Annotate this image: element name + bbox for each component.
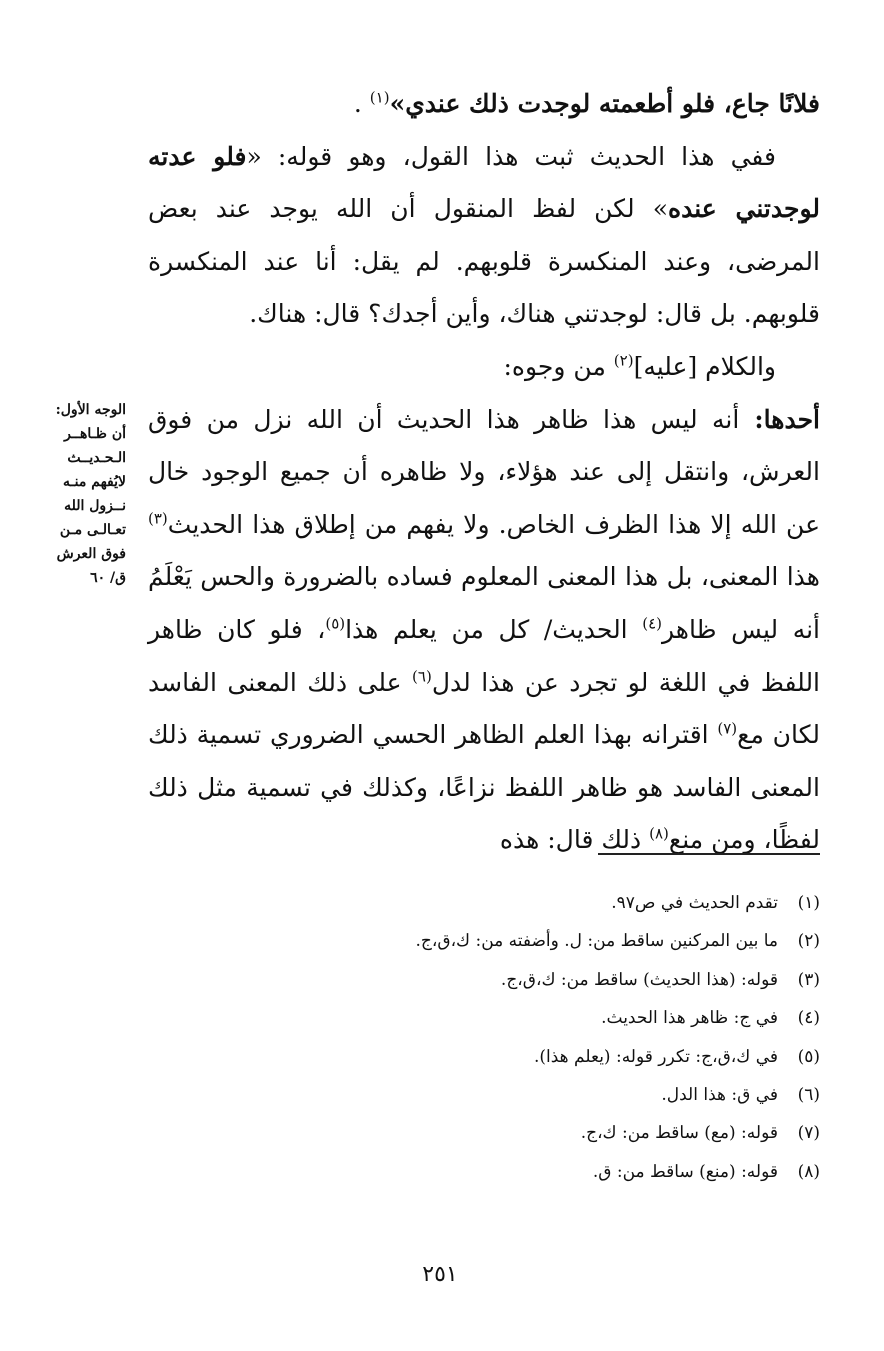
margin-note-line: أن ظـاهــر (64, 426, 126, 442)
margin-note-line: نــزول الله (64, 498, 126, 514)
margin-note (40, 398, 126, 590)
footnote-number: (٢) (797, 931, 820, 952)
footnote-ref-6: (٦) (412, 667, 432, 686)
paragraph-3 (148, 341, 820, 394)
footnote-ref-2: (٢) (613, 351, 634, 370)
footnote-number: (٥) (797, 1046, 820, 1067)
margin-note-line: الوجه الأول: (55, 402, 126, 418)
footnote-text: في ك،ق،ج: تكرر قوله: (يعلم هذا). (534, 1046, 778, 1067)
footnote-text: ما بين المركنين ساقط من: ل. وأضفته من: ك،ق،ج. (415, 931, 778, 952)
footnote-item (280, 1038, 820, 1076)
paragraph-1 (148, 78, 820, 131)
footnote-text: قوله: (هذا الحديث) ساقط من: ك،ق،ج. (500, 969, 778, 990)
paragraph-2 (148, 131, 820, 341)
footnote-item (280, 961, 820, 999)
margin-note-line: تعـالـى مـن (59, 522, 126, 538)
paragraph-4-text-a: أنه ليس هذا ظاهر هذا الحديث أن الله نزل من فوق العرش، وانتقل إلى عند هؤلاء، ولا ظاهره أن جميع الوجود خال عن الله إلا هذا الظرف الخاص. ولا يفهم من إطلاق هذا الحديث (148, 404, 820, 539)
footnote-item (280, 1114, 820, 1152)
page-number: ٢٥١ (422, 1262, 458, 1287)
paragraph-3-text-b: من وجوه: (503, 351, 614, 381)
footnote-number: (٤) (797, 1008, 820, 1029)
footnote-number: (٧) (797, 1123, 820, 1144)
footnotes-list (280, 884, 820, 1191)
footnote-ref-4: (٤) (642, 614, 662, 633)
paragraph-4-text-e: على ذلك المعنى الفاسد لكان مع (148, 667, 820, 750)
footnote-text: قوله: (مع) ساقط من: ك،ج. (580, 1123, 778, 1144)
footnote-item (280, 1153, 820, 1191)
footnote-ref-1: (١) (369, 88, 390, 107)
footnote-item (280, 884, 820, 922)
footnote-ref-7: (٧) (717, 719, 738, 738)
main-text-body (148, 78, 820, 867)
paragraph-4-text-b: هذا المعنى، بل هذا المعنى المعلوم فساده بالضرورة والحس يَعْلَمُ أنه ليس ظاهر (148, 562, 820, 644)
footnote-ref-5: (٥) (325, 614, 346, 633)
margin-note-line: لايُفهم منـه (63, 474, 126, 490)
paragraph-2-text-a: ففي هذا الحديث ثبت هذا القول، وهو قوله: « (246, 141, 777, 171)
paragraph-4-text-f: اقترانه بهذا العلم الظاهر الحسي الضروري تسمية ذلك المعنى الفاسد هو ظاهر اللفظ نزاعًا، وكذلك في تسمية مثل ذلك لفظًا، ومن منع (148, 720, 820, 855)
footnote-ref-8: (٨) (649, 824, 669, 843)
paragraph-4-text-d: ، فلو كان ظاهر اللفظ في اللغة لو تجرد عن هذا لدل (148, 614, 821, 697)
paragraph-4-text-c: الحديث/ كل من يعلم هذا (345, 614, 643, 644)
bold-first-aspect: أحدها: (739, 404, 820, 434)
footnote-number: (٦) (797, 1085, 820, 1106)
bold-hadith-quote: فلو عدته لوجدتني عنده (148, 141, 820, 224)
footnote-ref-3: (٣) (148, 509, 168, 528)
paragraph-4-text-g: ذلك قال: هذه (499, 825, 650, 855)
footnote-text: تقدم الحديث في ص٩٧. (611, 893, 778, 913)
footnote-number: (٣) (797, 969, 820, 990)
margin-note-manuscript-ref: ق/ ٦٠ (90, 570, 126, 586)
bold-quote-end: فلانًا جاع، فلو أطعمته لوجدت ذلك عندي» (389, 89, 820, 118)
footnote-number: (٨) (797, 1161, 820, 1182)
paragraph-1-tail: . (353, 89, 370, 118)
footnote-item (280, 999, 820, 1037)
footnote-separator (598, 853, 820, 855)
footnote-text: في ج: ظاهر هذا الحديث. (601, 1008, 778, 1029)
paragraph-4 (148, 394, 820, 867)
footnote-item (280, 1076, 820, 1114)
footnote-text: في ق: هذا الدل. (661, 1085, 778, 1106)
footnote-text: قوله: (منع) ساقط من: ق. (592, 1161, 778, 1182)
margin-note-line: الـحـديــث (67, 450, 126, 466)
paragraph-2-text-b: » لكن لفظ المنقول أن الله يوجد عند بعض المرضى، وعند المنكسرة قلوبهم. لم يقل: أنا عند المنكسرة قلوبهم. بل قال: لوجدتني هناك، وأين أجدك؟ قال: هناك. (148, 194, 820, 329)
footnote-item (280, 922, 820, 960)
paragraph-3-text-a: والكلام [عليه] (633, 351, 776, 381)
footnote-number: (١) (797, 893, 820, 913)
margin-note-line: فوق العرش (56, 546, 126, 562)
